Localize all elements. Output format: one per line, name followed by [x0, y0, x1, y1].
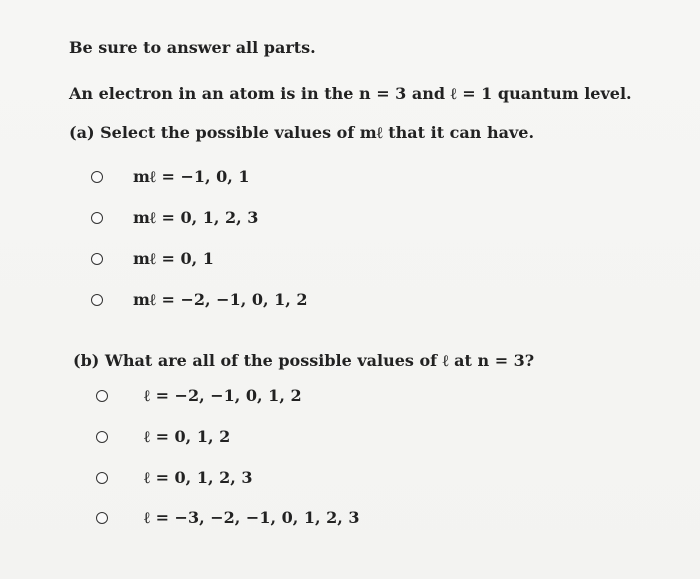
- radio-button[interactable]: [91, 212, 103, 224]
- option-label: mℓ = 0, 1: [133, 249, 214, 268]
- part-b-option-2[interactable]: [96, 427, 230, 447]
- radio-button[interactable]: [91, 294, 103, 306]
- radio-button[interactable]: [91, 253, 103, 265]
- radio-button[interactable]: [96, 472, 108, 484]
- option-label: mℓ = −1, 0, 1: [133, 167, 250, 186]
- part-a-question: (a) Select the possible values of mℓ that it can have.: [69, 123, 535, 142]
- option-label: mℓ = 0, 1, 2, 3: [133, 208, 259, 227]
- part-b-option-4[interactable]: [96, 508, 360, 528]
- option-label: ℓ = 0, 1, 2: [144, 427, 231, 446]
- part-b-option-1[interactable]: [96, 386, 302, 406]
- part-a-option-1[interactable]: [91, 167, 250, 187]
- question-stem: An electron in an atom is in the n = 3 and ℓ = 1 quantum level.: [69, 84, 632, 103]
- instructions-header: Be sure to answer all parts.: [69, 38, 316, 57]
- option-label: ℓ = 0, 1, 2, 3: [144, 468, 253, 487]
- radio-button[interactable]: [96, 431, 108, 443]
- radio-button[interactable]: [96, 512, 108, 524]
- radio-button[interactable]: [91, 171, 103, 183]
- option-label: mℓ = −2, −1, 0, 1, 2: [133, 290, 308, 309]
- option-label: ℓ = −3, −2, −1, 0, 1, 2, 3: [144, 508, 360, 527]
- radio-button[interactable]: [96, 390, 108, 402]
- part-a-option-4[interactable]: [91, 290, 308, 310]
- part-a-option-2[interactable]: [91, 208, 258, 228]
- part-b-question: (b) What are all of the possible values of ℓ at n = 3?: [73, 351, 535, 370]
- part-a-option-3[interactable]: [91, 249, 214, 269]
- option-label: ℓ = −2, −1, 0, 1, 2: [144, 386, 302, 405]
- part-b-option-3[interactable]: [96, 468, 253, 488]
